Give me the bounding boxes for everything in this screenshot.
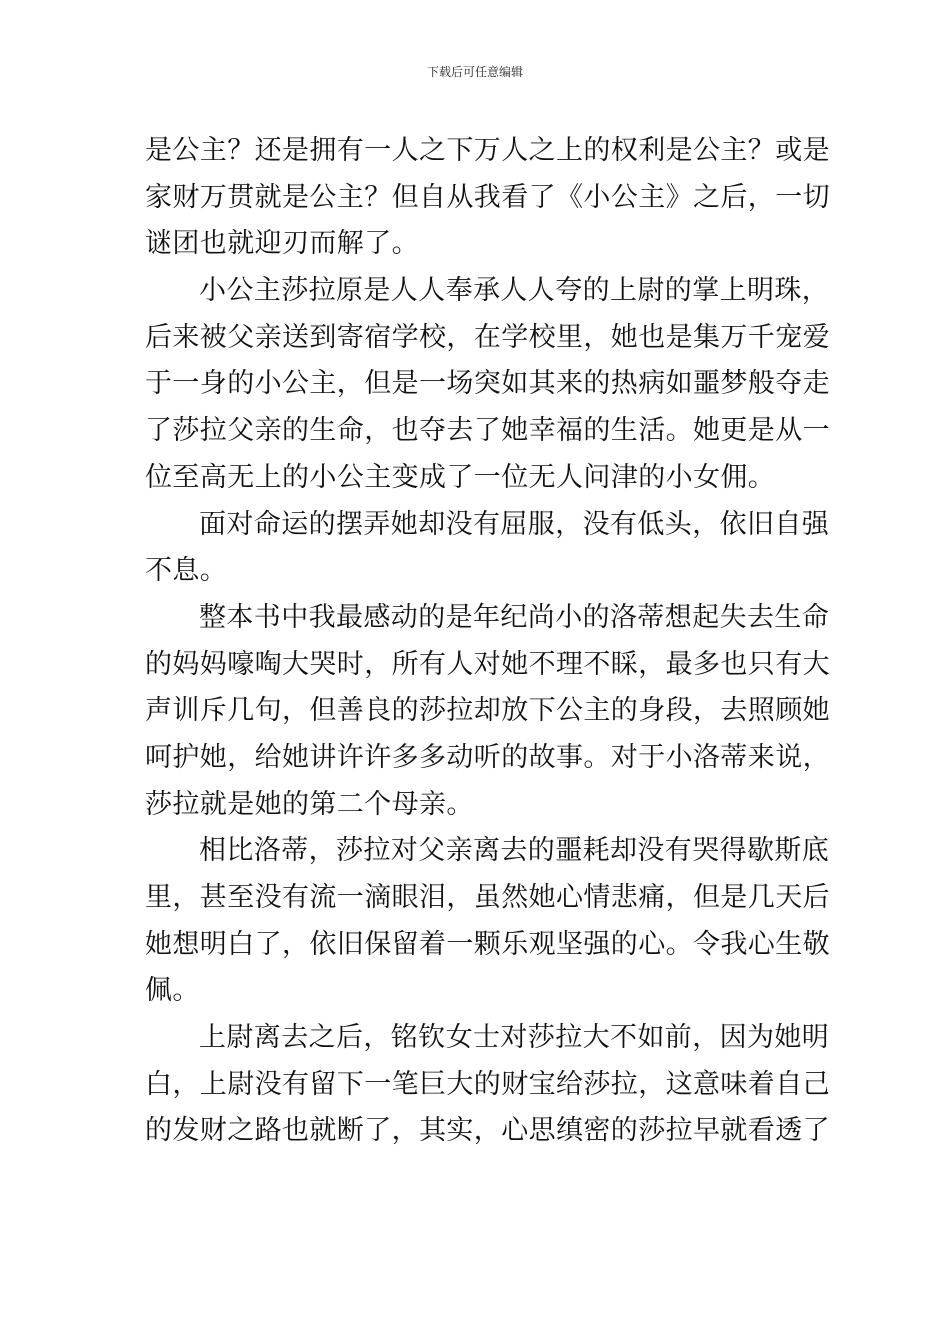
text-line: 后来被父亲送到寄宿学校，在学校里，她也是集万千宠爱 [145,321,830,353]
text-line: 白，上尉没有留下一笔巨大的财宝给莎拉，这意味着自己 [145,1068,830,1100]
text-line: 的妈妈嚎啕大哭时，所有人对她不理不睬，最多也只有大 [145,648,830,680]
text-line: 相比洛蒂，莎拉对父亲离去的噩耗却没有哭得歇斯底 [199,835,830,867]
text-line: 面对命运的摆弄她却没有屈服，没有低头，依旧自强 [199,508,830,540]
text-line: 的发财之路也就断了，其实，心思缜密的莎拉早就看透了 [145,1115,830,1147]
text-line: 里，甚至没有流一滴眼泪，虽然她心情悲痛，但是几天后 [145,882,830,913]
text-line: 谜团也就迎刃而解了。 [145,228,419,260]
document-body [145,128,830,1155]
paragraph-3 [145,502,830,595]
text-line: 位至高无上的小公主变成了一位无人问津的小女佣。 [145,461,776,493]
text-line: 于一身的小公主，但是一场突如其来的热病如噩梦般夺走 [145,368,830,400]
text-line: 不息。 [145,555,228,587]
text-line: 小公主莎拉原是人人奉承人人夸的上尉的掌上明珠， [199,275,830,307]
text-line: 声训斥几句，但善良的莎拉却放下公主的身段，去照顾她 [145,695,830,727]
text-line: 她想明白了，依旧保留着一颗乐观坚强的心。令我心生敬 [145,928,830,960]
paragraph-6 [145,1015,830,1155]
text-line: 整本书中我最感动的是年纪尚小的洛蒂想起失去生命 [199,601,830,633]
text-line: 了莎拉父亲的生命，也夺去了她幸福的生活。她更是从一 [145,415,830,447]
text-line: 佩。 [145,975,200,1007]
paragraph-1 [145,128,830,268]
text-line: 上尉离去之后，铭钦女士对莎拉大不如前，因为她明 [199,1022,830,1054]
text-line: 呵护她，给她讲许许多多动听的故事。对于小洛蒂来说， [145,741,830,773]
text-line: 是公主？还是拥有一人之下万人之上的权利是公主？或是 [145,135,830,166]
text-line: 家财万贯就是公主？但自从我看了《小公主》之后，一切 [145,181,830,213]
paragraph-5 [145,828,830,1015]
paragraph-4 [145,595,830,828]
text-line: 莎拉就是她的第二个母亲。 [145,788,474,820]
paragraph-2 [145,268,830,501]
page-header: 下载后可任意编辑 [426,65,523,79]
